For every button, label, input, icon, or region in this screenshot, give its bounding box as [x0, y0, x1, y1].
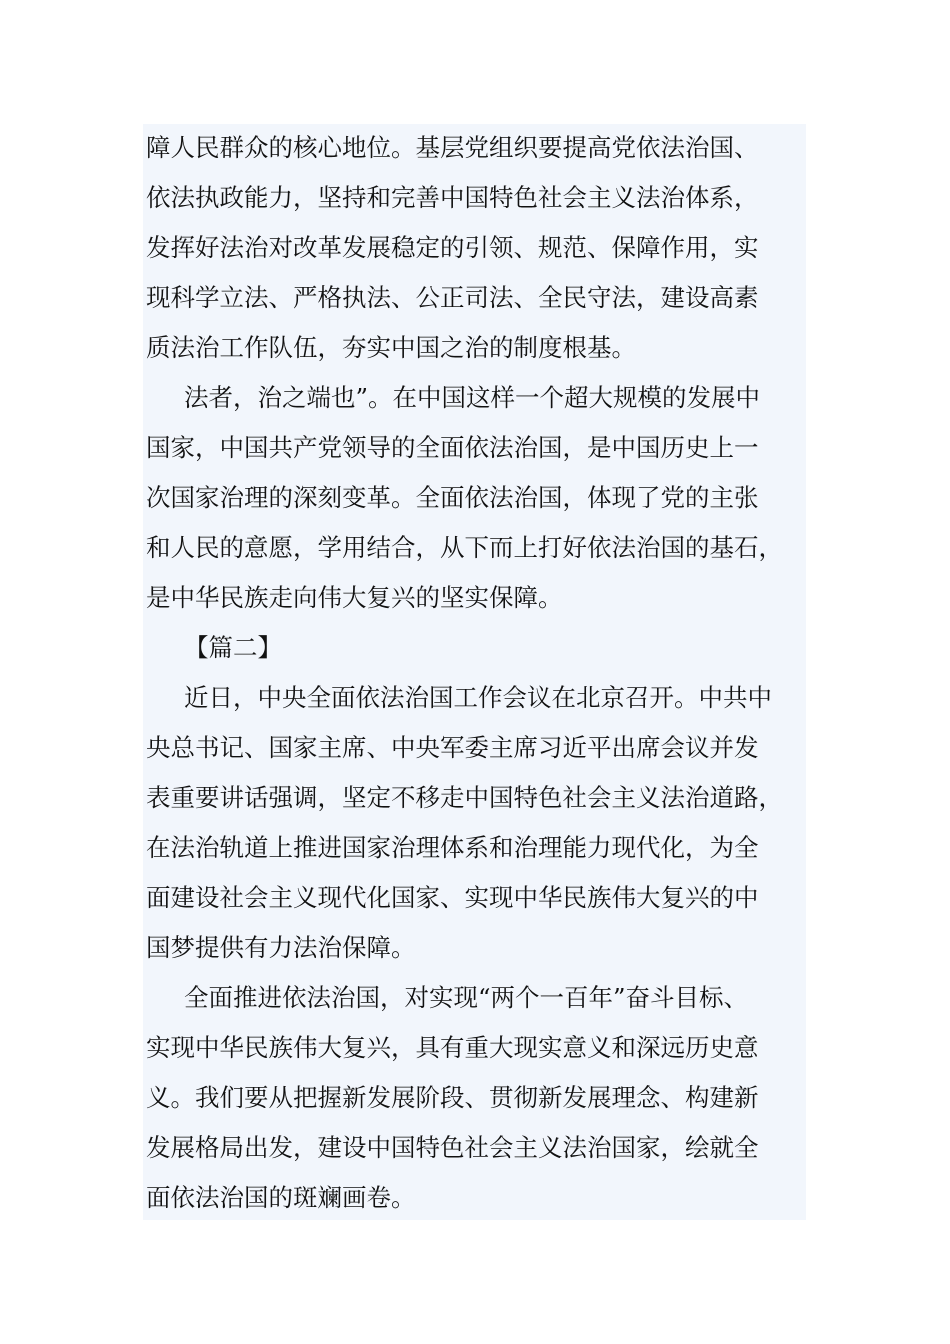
- text-line: 国家，中国共产党领导的全面依法治国，是中国历史上一: [146, 433, 759, 462]
- text-line: 和人民的意愿，学用结合，从下而上打好依法治国的基石，: [146, 533, 783, 562]
- text-line: 表重要讲话强调，坚定不移走中国特色社会主义法治道路，: [146, 783, 783, 812]
- text-line: 面建设社会主义现代化国家、实现中华民族伟大复兴的中: [146, 883, 759, 912]
- paragraph-start-line: 近日，中央全面依法治国工作会议在北京召开。中共中: [184, 683, 772, 712]
- text-line: 发展格局出发，建设中国特色社会主义法治国家，绘就全: [146, 1133, 759, 1162]
- text-line: 实现中华民族伟大复兴，具有重大现实意义和深远历史意: [146, 1033, 759, 1062]
- text-line: 质法治工作队伍，夯实中国之治的制度根基。: [146, 333, 636, 362]
- document-text-block: [143, 124, 806, 1220]
- paragraph-start-line: 全面推进依法治国，对实现“两个一百年”奋斗目标、: [184, 983, 749, 1012]
- text-line: 障人民群众的核心地位。基层党组织要提高党依法治国、: [146, 133, 759, 162]
- text-line: 央总书记、国家主席、中央军委主席习近平出席会议并发: [146, 733, 759, 762]
- text-line: 是中华民族走向伟大复兴的坚实保障。: [146, 583, 563, 612]
- text-line: 面依法治国的斑斓画卷。: [146, 1183, 416, 1212]
- text-line: 现科学立法、严格执法、公正司法、全民守法，建设高素: [146, 283, 759, 312]
- section-heading: 【篇二】: [184, 633, 282, 662]
- paragraph-start-line: 法者，治之端也”。在中国这样一个超大规模的发展中: [184, 383, 761, 412]
- text-line: 义。我们要从把握新发展阶段、贯彻新发展理念、构建新: [146, 1083, 759, 1112]
- text-line: 发挥好法治对改革发展稳定的引领、规范、保障作用，实: [146, 233, 759, 262]
- text-line: 依法执政能力，坚持和完善中国特色社会主义法治体系，: [146, 183, 759, 212]
- text-line: 次国家治理的深刻变革。全面依法治国，体现了党的主张: [146, 483, 759, 512]
- text-line: 国梦提供有力法治保障。: [146, 933, 416, 962]
- text-line: 在法治轨道上推进国家治理体系和治理能力现代化，为全: [146, 833, 759, 862]
